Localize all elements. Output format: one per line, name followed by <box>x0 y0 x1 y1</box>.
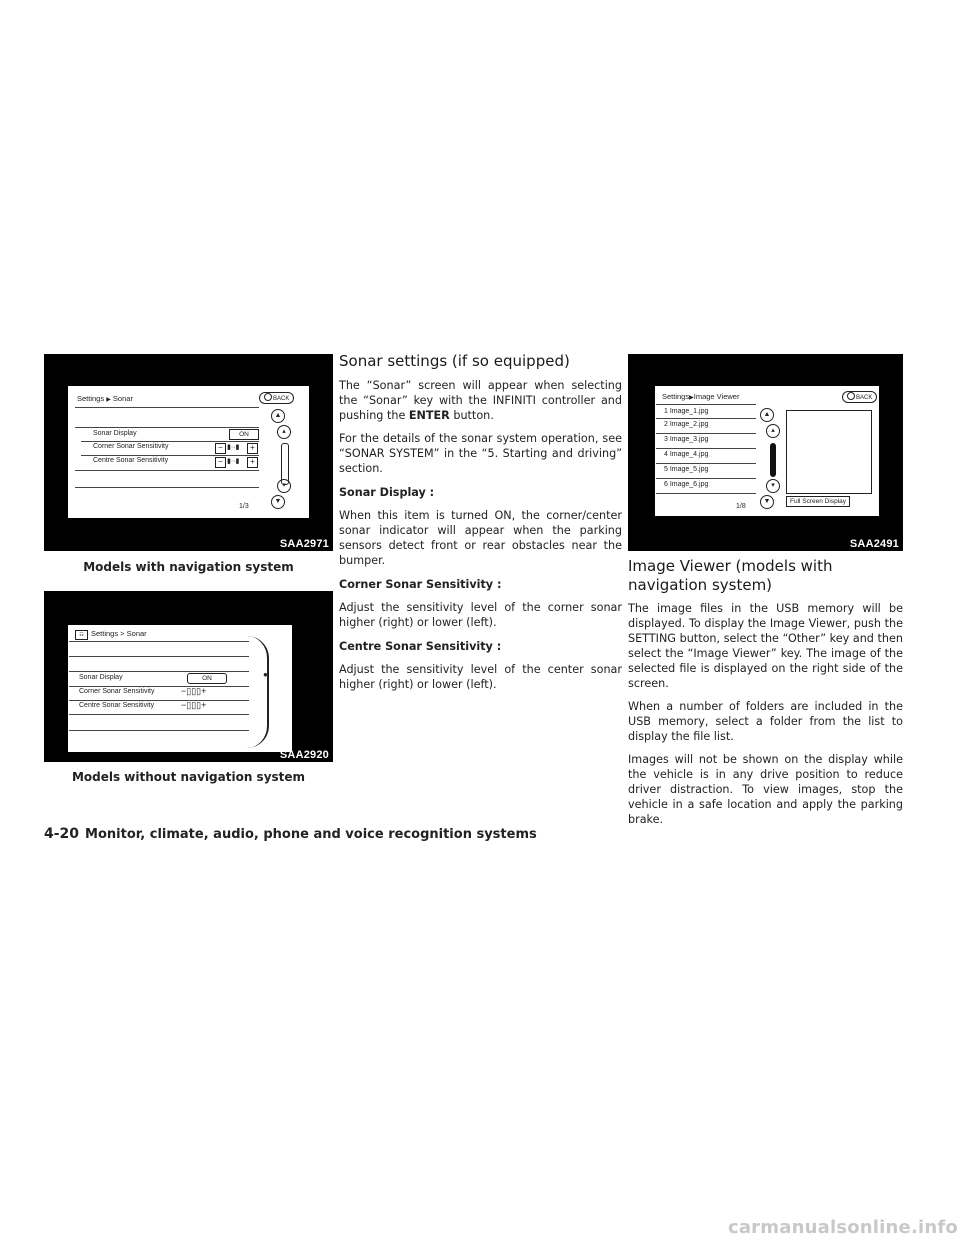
divider <box>656 418 756 419</box>
on-toggle[interactable] <box>187 673 227 684</box>
sonar-screen-basic <box>68 625 292 752</box>
page-footer <box>44 826 537 842</box>
file-item[interactable]: 3 Image_3.jpg <box>664 436 709 443</box>
corner-sensitivity-label: Corner Sonar Sensitivity : <box>339 578 502 591</box>
page-indicator: 1/8 <box>736 503 746 510</box>
breadcrumb-page: Sonar <box>112 394 133 403</box>
divider <box>69 686 249 687</box>
scroll-bottom-icon[interactable]: ▼ <box>271 495 285 509</box>
image-viewer-paragraph-1: The image files in the USB memory will be displayed. To display the Image Viewer, push the SETTING button, select the “Other” key and then select the “Image Viewer” key. The image of the selected file is displayed on the right side of the screen. <box>628 602 903 690</box>
scroll-top-icon[interactable]: ▲ <box>271 409 285 423</box>
divider <box>656 404 756 405</box>
row-corner-sensitivity[interactable]: Corner Sonar Sensitivity <box>93 443 169 450</box>
divider <box>69 656 249 657</box>
figure-code: SAA2971 <box>279 538 329 550</box>
divider <box>81 455 259 456</box>
breadcrumb-arrow-icon: ▶ <box>106 397 111 403</box>
divider <box>75 470 259 471</box>
back-button[interactable] <box>259 392 294 404</box>
divider <box>656 448 756 449</box>
image-viewer-paragraph-3: Images will not be shown on the display while the vehicle is in any drive position to reduce driver distraction. To view images, stop the vehicle in a safe location and apply the parking brake. <box>628 753 903 826</box>
minus-button[interactable]: − <box>215 443 226 454</box>
row-centre-sensitivity[interactable]: Centre Sonar Sensitivity <box>93 457 169 464</box>
selector-dot-icon: ● <box>263 670 268 679</box>
intro-text: The “Sonar” screen will appear when selecting the “Sonar” key with the INFINITI controller and pushing the <box>339 379 622 422</box>
row-sonar-display[interactable]: Sonar Display <box>79 674 123 681</box>
curved-scale-icon <box>247 636 269 748</box>
minus-button[interactable]: − <box>215 457 226 468</box>
on-label: ON <box>239 431 249 438</box>
divider <box>69 714 249 715</box>
row-corner-sensitivity[interactable]: Corner Sonar Sensitivity <box>79 688 155 695</box>
divider <box>75 427 259 428</box>
divider <box>69 730 249 731</box>
on-label: ON <box>202 675 212 682</box>
back-label: BACK <box>273 396 290 402</box>
enter-key: ENTER <box>408 409 450 422</box>
full-screen-button[interactable]: Full Screen Display <box>786 496 850 507</box>
figure-sonar-navigation <box>44 354 333 551</box>
scroll-bottom-icon[interactable]: ▼ <box>760 495 774 509</box>
image-viewer-heading <box>628 557 903 595</box>
plus-button[interactable]: + <box>247 457 258 468</box>
breadcrumb <box>662 392 739 401</box>
caption-no-nav: Models without navigation system <box>71 770 306 784</box>
sonar-display-text: When this item is turned ON, the corner/center sonar indicator will appear when the parking sensors detect front or rear obstacles near the bumper. <box>339 509 622 567</box>
sonar-screen-nav <box>68 386 309 518</box>
breadcrumb-arrow-icon: ▶ <box>689 395 694 401</box>
figure-code: SAA2920 <box>279 749 329 761</box>
page-indicator: 1/3 <box>239 503 249 510</box>
divider <box>656 478 756 479</box>
sonar-settings-section <box>339 352 622 692</box>
figure-image-viewer <box>628 354 903 551</box>
back-icon <box>264 393 272 401</box>
divider <box>69 641 249 642</box>
level-meter-icon: ▮··▮ <box>227 444 240 451</box>
scroll-down-icon[interactable]: ▾ <box>277 479 291 493</box>
divider <box>69 700 249 701</box>
level-meter-icon: ▮··▮ <box>227 458 240 465</box>
heading-line-2: navigation system) <box>628 576 773 594</box>
scrollbar-thumb[interactable] <box>770 443 776 477</box>
sonar-intro <box>339 378 622 423</box>
back-icon <box>847 392 855 400</box>
divider <box>81 441 259 442</box>
sensitivity-stepper[interactable]: −▯▯▯+ <box>181 686 207 696</box>
file-item[interactable]: 2 Image_2.jpg <box>664 421 709 428</box>
corner-sensitivity-text: Adjust the sensitivity level of the corner sonar higher (right) or lower (left). <box>339 601 622 629</box>
on-toggle[interactable] <box>229 429 259 440</box>
image-viewer-paragraph-2: When a number of folders are included in the USB memory, select a folder from the list to display the file list. <box>628 700 903 743</box>
image-viewer-screen <box>655 386 879 516</box>
page-number: 4-20 <box>44 826 80 842</box>
file-item[interactable]: 4 Image_4.jpg <box>664 451 709 458</box>
divider <box>75 407 259 408</box>
watermark: carmanualsonline.info <box>727 1217 958 1238</box>
divider <box>656 463 756 464</box>
scroll-down-icon[interactable]: ▾ <box>766 479 780 493</box>
breadcrumb-root: Settings <box>662 392 690 401</box>
breadcrumb: Settings > Sonar <box>91 629 147 638</box>
breadcrumb-page: Image Viewer <box>693 392 740 401</box>
scroll-up-icon[interactable]: ▴ <box>277 425 291 439</box>
centre-sensitivity-text: Adjust the sensitivity level of the center sonar higher (right) or lower (left). <box>339 663 622 691</box>
file-item[interactable]: 6 Image_6.jpg <box>664 481 709 488</box>
plus-button[interactable]: + <box>247 443 258 454</box>
image-preview <box>786 410 872 494</box>
sensitivity-stepper[interactable]: −▯▯▯+ <box>181 700 207 710</box>
settings-icon: ☷ <box>75 630 88 640</box>
caption-nav: Models with navigation system <box>83 560 294 574</box>
heading-line-1: Image Viewer (models with <box>628 557 833 575</box>
breadcrumb <box>77 394 133 403</box>
file-item[interactable]: 1 Image_1.jpg <box>664 408 709 415</box>
file-item[interactable]: 5 Image_5.jpg <box>664 466 709 473</box>
divider <box>656 433 756 434</box>
scroll-top-icon[interactable]: ▲ <box>760 408 774 422</box>
centre-sensitivity-label: Centre Sonar Sensitivity : <box>339 640 502 653</box>
back-label: BACK <box>856 395 873 401</box>
chapter-title: Monitor, climate, audio, phone and voice recognition systems <box>85 827 537 842</box>
sonar-details: For the details of the sonar system operation, see “SONAR SYSTEM” in the “5. Starting and driving” section. <box>339 432 622 475</box>
sonar-heading: Sonar settings (if so equipped) <box>339 352 570 370</box>
intro-text-end: button. <box>449 409 494 422</box>
divider <box>75 487 259 488</box>
breadcrumb-root: Settings <box>77 394 105 403</box>
figure-code: SAA2491 <box>849 538 899 550</box>
figure-sonar-no-navigation <box>44 591 333 762</box>
scroll-up-icon[interactable]: ▴ <box>766 424 780 438</box>
back-button[interactable] <box>842 391 877 403</box>
row-centre-sensitivity[interactable]: Centre Sonar Sensitivity <box>79 702 155 709</box>
image-viewer-section <box>628 557 903 827</box>
divider <box>656 493 756 494</box>
sonar-display-label: Sonar Display : <box>339 486 435 499</box>
divider <box>69 671 249 672</box>
row-sonar-display[interactable]: Sonar Display <box>93 430 137 437</box>
